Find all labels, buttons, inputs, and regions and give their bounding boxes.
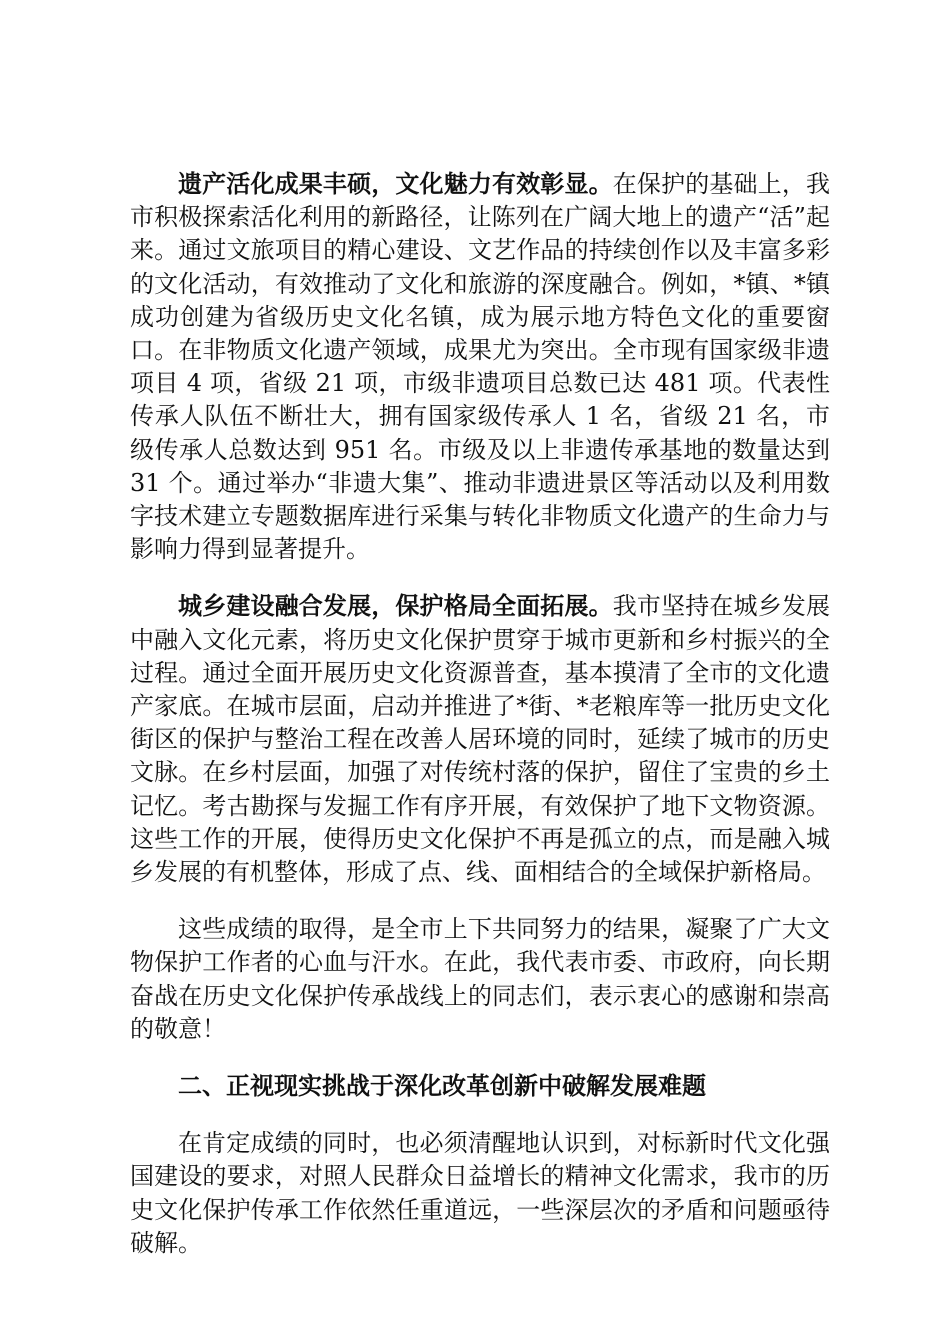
paragraph-body: 我市坚持在城乡发展中融入文化元素，将历史文化保护贯穿于城市更新和乡村振兴的全过程。通过全面开展历史文化资源普查，基本摸清了全市的文化遗产家底。在城市层面，启动并推进了*街、*老粮库等一批历史文化街区的保护与整治工程在改善人居环境的同时，延续了城市的历史文脉。在乡村层面，加强了对传统村落的保护，留住了宝贵的乡土记忆。考古勘探与发掘工作有序开展，有效保护了地下文物资源。这些工作的开展，使得历史文化保护不再是孤立的点，而是融入城乡发展的有机整体，形成了点、线、面相结合的全域保护新格局。 <box>130 592 831 887</box>
section-heading: 二、正视现实挑战于深化改革创新中破解发展难题 <box>178 1072 706 1101</box>
paragraph-body: 在肯定成绩的同时，也必须清醒地认识到，对标新时代文化强国建设的要求，对照人民群众日益增长的精神文化需求，我市的历史文化保护传承工作依然任重道远，一些深层次的矛盾和问题亟待破解。 <box>130 1129 830 1257</box>
document-page <box>130 168 830 1284</box>
paragraph-challenges-intro <box>130 1127 830 1260</box>
paragraph-lead: 城乡建设融合发展，保护格局全面拓展。 <box>178 592 613 621</box>
paragraph-acknowledgement <box>130 913 830 1046</box>
paragraph-lead: 遗产活化成果丰硕，文化魅力有效彰显。 <box>178 170 613 198</box>
paragraph-body: 这些成绩的取得，是全市上下共同努力的结果，凝聚了广大文物保护工作者的心血与汗水。在此，我代表市委、市政府，向长期奋战在历史文化保护传承战线上的同志们，表示衷心的感谢和崇高的敬意！ <box>130 915 830 1043</box>
paragraph-heritage-activation <box>130 168 830 566</box>
paragraph-urban-rural-integration <box>130 590 830 889</box>
paragraph-body: 在保护的基础上，我市积极探索活化利用的新路径，让陈列在广阔大地上的遗产“活”起来。通过文旅项目的精心建设、文艺作品的持续创作以及丰富多彩的文化活动，有效推动了文化和旅游的深度融合。例如，*镇、*镇成功创建为省级历史文化名镇，成为展示地方特色文化的重要窗口。在非物质文化遗产领域，成果尤为突出。全市现有国家级非遗项目 4 项，省级 21 项，市级非遗项目总数已达 481 项。代表性传承人队伍不断壮大，拥有国家级传承人 1 名，省级 21 名，市级传承人总数达到 951 名。市级及以上非遗传承基地的数量达到 31 个。通过举办“非遗大集”、推动非遗进景区等活动以及利用数字技术建立专题数据库进行采集与转化非物质文化遗产的生命力与影响力得到显著提升。 <box>130 170 831 564</box>
